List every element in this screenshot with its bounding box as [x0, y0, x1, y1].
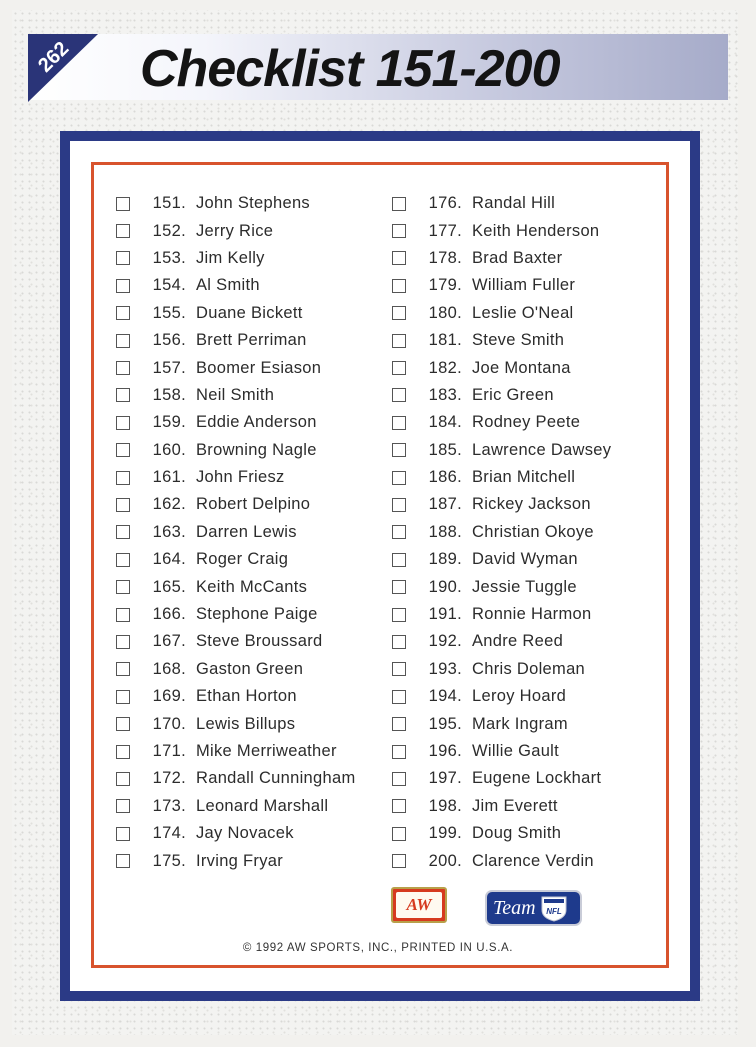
- checkbox[interactable]: [392, 662, 406, 676]
- checklist-item-number: 151.: [152, 194, 186, 213]
- checklist-item-number: 194.: [428, 687, 462, 706]
- checklist-item: [392, 847, 662, 874]
- checklist-item-name: Willie Gault: [472, 742, 560, 760]
- checklist-item-number: 187.: [428, 495, 462, 514]
- checklist-item: [116, 327, 386, 354]
- checkbox[interactable]: [116, 827, 130, 841]
- checkbox[interactable]: [392, 224, 406, 238]
- checklist-item-number: 161.: [152, 468, 186, 487]
- checklist-item-number: 190.: [428, 577, 462, 596]
- checklist-item: [392, 190, 662, 217]
- checklist-item-number: 156.: [152, 331, 186, 350]
- checkbox[interactable]: [392, 553, 406, 567]
- checklist-item-name: John Stephens: [196, 194, 310, 213]
- checklist-item: [392, 628, 662, 655]
- checklist-item: [116, 820, 386, 847]
- checklist-item: [116, 464, 386, 491]
- copyright-text: © 1992 AW SPORTS, INC., PRINTED IN U.S.A.: [242, 942, 514, 954]
- svg-text:NFL: NFL: [545, 907, 562, 916]
- checklist-item: [392, 656, 662, 683]
- checklist-item: [392, 765, 662, 792]
- checkbox[interactable]: [116, 306, 130, 320]
- checklist-item: [116, 683, 386, 710]
- checklist-item: [116, 382, 386, 409]
- checklist-item: [116, 300, 386, 327]
- team-nfl-logo: [485, 890, 582, 926]
- checklist-item-number: 191.: [428, 605, 462, 624]
- checkbox[interactable]: [116, 745, 130, 759]
- checklist-item-name: Stephone Paige: [196, 605, 318, 624]
- checklist-item-number: 188.: [428, 522, 462, 541]
- checklist-item-number: 184.: [428, 413, 462, 432]
- checklist-item-name: Leonard Marshall: [196, 796, 329, 815]
- checklist-item-number: 159.: [152, 413, 186, 432]
- checklist-item-name: Joe Montana: [472, 358, 571, 377]
- checkbox[interactable]: [392, 690, 406, 704]
- checklist-item-name: Clarence Verdin: [472, 851, 594, 870]
- checklist-item-number: 160.: [152, 440, 186, 459]
- aw-logo-text: AW: [396, 892, 442, 918]
- checkbox[interactable]: [392, 498, 406, 512]
- checklist-item: [116, 354, 386, 381]
- checklist-item-name: Brad Baxter: [472, 248, 563, 267]
- checklist-item-number: 176.: [428, 194, 462, 213]
- checkbox[interactable]: [116, 854, 130, 868]
- checklist-item: [392, 738, 662, 765]
- checklist-item: [116, 437, 386, 464]
- checkbox[interactable]: [392, 197, 406, 211]
- checklist-item-number: 181.: [428, 331, 462, 350]
- checklist-item: [392, 245, 662, 272]
- checklist-item-number: 175.: [152, 851, 186, 870]
- checklist-item-name: Irving Fryar: [196, 851, 284, 870]
- checklist-item-number: 186.: [428, 468, 462, 487]
- checklist-item-number: 167.: [152, 632, 186, 651]
- checkbox[interactable]: [116, 525, 130, 539]
- checkbox[interactable]: [116, 772, 130, 786]
- checkbox[interactable]: [392, 799, 406, 813]
- checklist-item-number: 153.: [152, 248, 186, 267]
- checklist-item-name: Randal Hill: [472, 194, 556, 213]
- checkbox[interactable]: [116, 251, 130, 265]
- checkbox[interactable]: [392, 471, 406, 485]
- checklist-item-name: Robert Delpino: [196, 495, 311, 514]
- checklist-item-name: Christian Okoye: [472, 522, 594, 541]
- checklist-item-name: Neil Smith: [196, 385, 275, 404]
- checklist-item-name: Lawrence Dawsey: [472, 440, 612, 459]
- checkbox[interactable]: [116, 279, 130, 293]
- checklist-item-name: William Fuller: [472, 276, 576, 295]
- checklist-item-name: Leroy Hoard: [472, 687, 567, 706]
- checklist-item-number: 189.: [428, 550, 462, 569]
- checklist-item-number: 152.: [152, 221, 186, 240]
- checkbox[interactable]: [392, 827, 406, 841]
- checkbox[interactable]: [116, 635, 130, 649]
- checkbox[interactable]: [392, 416, 406, 430]
- checklist-item-number: 193.: [428, 659, 462, 678]
- checklist-item: [116, 409, 386, 436]
- checklist-item-number: 174.: [152, 824, 186, 843]
- checkbox[interactable]: [392, 334, 406, 348]
- checkbox[interactable]: [116, 717, 130, 731]
- checklist-item: [116, 765, 386, 792]
- checklist-item-name: Keith Henderson: [472, 221, 600, 240]
- checklist-item-number: 166.: [152, 605, 186, 624]
- checkbox[interactable]: [116, 443, 130, 457]
- checkbox[interactable]: [392, 525, 406, 539]
- checklist-item: [392, 409, 662, 436]
- checklist-item-number: 196.: [428, 742, 462, 760]
- checkbox[interactable]: [116, 361, 130, 375]
- checklist-item: [392, 217, 662, 244]
- checklist-item-number: 157.: [152, 358, 186, 377]
- checkbox[interactable]: [116, 334, 130, 348]
- checklist-item: [392, 683, 662, 710]
- checkbox[interactable]: [116, 416, 130, 430]
- aw-logo: [391, 887, 447, 923]
- checklist-item-name: Steve Broussard: [196, 632, 323, 651]
- checkbox[interactable]: [392, 772, 406, 786]
- page-title: Checklist 151-200: [140, 40, 560, 98]
- checklist-item-name: Jim Kelly: [196, 248, 265, 267]
- checkbox[interactable]: [392, 443, 406, 457]
- nfl-shield-icon: [539, 894, 569, 922]
- checklist-item-name: Roger Craig: [196, 550, 289, 569]
- checklist-item: [392, 601, 662, 628]
- checklist-item-number: 177.: [428, 221, 462, 240]
- checkbox[interactable]: [116, 608, 130, 622]
- checklist-item-name: Mike Merriweather: [196, 742, 337, 760]
- checklist-item-number: 154.: [152, 276, 186, 295]
- checklist-item-number: 200.: [428, 851, 462, 870]
- checklist-item-number: 198.: [428, 796, 462, 815]
- checklist-item-number: 158.: [152, 385, 186, 404]
- checklist-item: [392, 272, 662, 299]
- checklist-item-number: 178.: [428, 248, 462, 267]
- checklist-item: [116, 847, 386, 874]
- checkbox[interactable]: [116, 690, 130, 704]
- checklist-item-name: Ethan Horton: [196, 687, 297, 706]
- checklist-item-name: Mark Ingram: [472, 714, 568, 733]
- checklist-item-number: 155.: [152, 303, 186, 322]
- checklist-item: [116, 601, 386, 628]
- checklist-item-number: 197.: [428, 769, 462, 788]
- checklist-item-name: Duane Bickett: [196, 303, 303, 322]
- checkbox[interactable]: [392, 251, 406, 265]
- checklist-item: [392, 710, 662, 737]
- checklist-item-number: 162.: [152, 495, 186, 514]
- checklist-item-number: 163.: [152, 522, 186, 541]
- checklist-item: [116, 272, 386, 299]
- checklist-item: [392, 327, 662, 354]
- checklist-item-number: 185.: [428, 440, 462, 459]
- checklist-item-number: 165.: [152, 577, 186, 596]
- checkbox[interactable]: [392, 580, 406, 594]
- checklist-item: [392, 573, 662, 600]
- checklist-item-number: 173.: [152, 796, 186, 815]
- checklist-column-left: [116, 190, 386, 875]
- checklist-item: [392, 491, 662, 518]
- checklist-item: [116, 245, 386, 272]
- checklist-item-name: Jerry Rice: [196, 221, 274, 240]
- checklist-item: [116, 519, 386, 546]
- checklist-item: [392, 519, 662, 546]
- checklist-item: [116, 190, 386, 217]
- checkbox[interactable]: [116, 580, 130, 594]
- checklist-item: [116, 793, 386, 820]
- checklist-item: [392, 820, 662, 847]
- checklist-item-name: Boomer Esiason: [196, 358, 322, 377]
- checklist-item-name: Jessie Tuggle: [472, 577, 577, 596]
- checklist-item-name: Eddie Anderson: [196, 413, 317, 432]
- checklist-column-right: [392, 190, 662, 875]
- checkbox[interactable]: [116, 662, 130, 676]
- checklist-item-number: 195.: [428, 714, 462, 733]
- checklist-item-number: 172.: [152, 769, 186, 788]
- checkbox[interactable]: [392, 745, 406, 759]
- checklist-item-name: Brian Mitchell: [472, 468, 576, 487]
- checkbox[interactable]: [116, 224, 130, 238]
- checklist-item-name: Ronnie Harmon: [472, 605, 592, 624]
- checkbox[interactable]: [392, 854, 406, 868]
- checklist-item: [116, 573, 386, 600]
- checkbox[interactable]: [392, 635, 406, 649]
- checklist-item: [116, 546, 386, 573]
- team-logo-text: Team: [493, 896, 536, 919]
- checklist-item-name: Jay Novacek: [196, 824, 294, 843]
- checkbox[interactable]: [116, 553, 130, 567]
- checklist-item-name: Keith McCants: [196, 577, 308, 596]
- checklist-item-number: 164.: [152, 550, 186, 569]
- checklist-item-name: Andre Reed: [472, 632, 564, 651]
- checklist-item-number: 179.: [428, 276, 462, 295]
- checklist-item: [392, 793, 662, 820]
- checklist-item: [116, 738, 386, 765]
- card-number: 262: [34, 37, 74, 77]
- checklist-item-name: Darren Lewis: [196, 522, 297, 541]
- checkbox[interactable]: [116, 498, 130, 512]
- checklist-item-name: Brett Perriman: [196, 331, 307, 350]
- checklist-item: [392, 354, 662, 381]
- checklist-item-name: Lewis Billups: [196, 714, 296, 733]
- checklist-item: [392, 546, 662, 573]
- checkbox[interactable]: [392, 361, 406, 375]
- checklist-item-name: Steve Smith: [472, 331, 565, 350]
- checklist-item-name: Eric Green: [472, 385, 554, 404]
- checklist-item: [116, 710, 386, 737]
- checklist-item: [116, 656, 386, 683]
- checklist-item-name: Randall Cunningham: [196, 769, 356, 788]
- checklist-item-name: Doug Smith: [472, 824, 562, 843]
- checklist-item: [392, 464, 662, 491]
- checklist-item-name: Chris Doleman: [472, 659, 586, 678]
- checklist-item-number: 192.: [428, 632, 462, 651]
- checklist-item: [392, 382, 662, 409]
- checklist-item-name: Eugene Lockhart: [472, 769, 602, 788]
- checkbox[interactable]: [116, 197, 130, 211]
- checklist-item-number: 170.: [152, 714, 186, 733]
- checkbox[interactable]: [392, 608, 406, 622]
- checklist-item-number: 171.: [152, 742, 186, 760]
- checklist-item-name: John Friesz: [196, 468, 285, 487]
- checklist-item-number: 199.: [428, 824, 462, 843]
- checklist-item-name: Gaston Green: [196, 659, 304, 678]
- checkbox[interactable]: [392, 306, 406, 320]
- checkbox[interactable]: [116, 799, 130, 813]
- checkbox[interactable]: [116, 471, 130, 485]
- checklist-item: [116, 217, 386, 244]
- checklist-item-number: 168.: [152, 659, 186, 678]
- checkbox[interactable]: [392, 717, 406, 731]
- checklist-item-name: Browning Nagle: [196, 440, 317, 459]
- checklist-item-number: 183.: [428, 385, 462, 404]
- checklist-item-name: Rodney Peete: [472, 413, 581, 432]
- checkbox[interactable]: [392, 279, 406, 293]
- checklist-item: [116, 491, 386, 518]
- checklist-item-number: 169.: [152, 687, 186, 706]
- checklist-item-number: 180.: [428, 303, 462, 322]
- checkbox[interactable]: [116, 388, 130, 402]
- checklist-item-name: Al Smith: [196, 276, 260, 295]
- checklist-item-name: Leslie O'Neal: [472, 303, 574, 322]
- checklist-item: [116, 628, 386, 655]
- checkbox[interactable]: [392, 388, 406, 402]
- checklist-item-name: Jim Everett: [472, 796, 558, 815]
- checklist-item: [392, 437, 662, 464]
- checklist-item: [392, 300, 662, 327]
- checklist-item-number: 182.: [428, 358, 462, 377]
- checklist-item-name: Rickey Jackson: [472, 495, 591, 514]
- checklist-item-name: David Wyman: [472, 550, 578, 569]
